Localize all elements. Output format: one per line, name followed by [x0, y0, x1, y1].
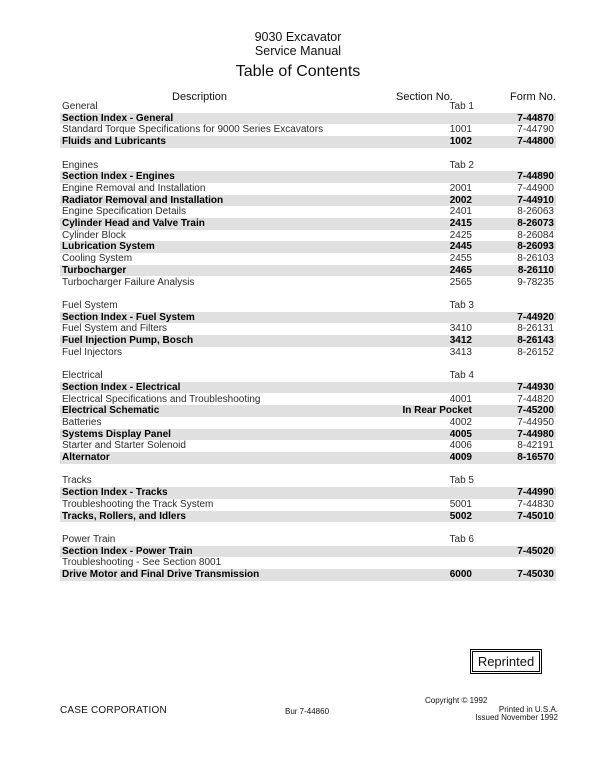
- toc-section-number: 3412: [449, 335, 472, 346]
- toc-entry: [60, 171, 556, 183]
- toc-section-number: 3413: [449, 346, 472, 358]
- toc-group-heading: [60, 370, 556, 382]
- toc-section-number: 4005: [449, 428, 472, 440]
- toc-entry: [60, 323, 556, 335]
- toc-form-number: 7-44790: [517, 124, 554, 136]
- toc-form-number: 8-26063: [517, 206, 554, 218]
- toc-form-number: 7-44830: [517, 498, 554, 510]
- toc-section-number: 4002: [449, 416, 472, 428]
- toc-section-number: 2001: [449, 182, 472, 194]
- toc-entry: [60, 335, 556, 347]
- toc-tab-label: Tab 6: [449, 533, 474, 545]
- toc-form-number: 7-45020: [517, 545, 554, 557]
- toc-form-number: 8-26143: [517, 335, 554, 346]
- toc-group-heading: [60, 101, 556, 113]
- toc-description: Drive Motor and Final Drive Transmission: [62, 569, 260, 580]
- column-header-description: Description: [172, 91, 228, 103]
- toc-entry: [60, 183, 556, 195]
- toc-section-number: In Rear Pocket: [402, 405, 472, 417]
- toc-section-number: 4006: [449, 440, 472, 452]
- toc-section-number: 2445: [449, 241, 472, 253]
- toc-form-number: 7-44910: [517, 194, 554, 206]
- toc-section-number: 4001: [449, 393, 472, 405]
- toc-section-number: 2455: [449, 253, 472, 265]
- toc-form-number: 7-44930: [517, 381, 554, 393]
- toc-tab-label: Tab 2: [449, 159, 474, 171]
- toc-section-number: 2002: [449, 194, 472, 206]
- toc-description: Section Index - Power Train: [62, 545, 193, 557]
- toc-form-number: 8-26093: [517, 241, 554, 253]
- toc-description: Fuel System and Filters: [62, 323, 168, 335]
- issue-date: Issued November 1992: [475, 713, 558, 722]
- toc-section-number: 2425: [449, 229, 472, 241]
- toc-spacer: [60, 288, 556, 300]
- toc-description: Systems Display Panel: [62, 428, 171, 440]
- toc-tab-label: Tab 3: [449, 299, 474, 311]
- toc-section-number: 1001: [449, 124, 472, 136]
- toc-form-number: 7-45200: [517, 405, 554, 417]
- toc-tab-label: Tab 4: [449, 370, 474, 382]
- toc-entry: [60, 417, 556, 429]
- page-title: Table of Contents: [235, 63, 361, 80]
- toc-entry: [60, 546, 556, 558]
- toc-form-number: 8-26110: [517, 264, 554, 276]
- toc-section-number: 2465: [449, 264, 472, 276]
- manual-subtitle: Service Manual: [254, 44, 342, 58]
- toc-entry: [60, 265, 556, 277]
- toc-spacer: [60, 148, 556, 160]
- toc-entry: [60, 195, 556, 207]
- toc-form-number: 7-44980: [517, 428, 554, 440]
- toc-description: General: [62, 101, 98, 112]
- toc-tab-label: Tab 1: [449, 101, 474, 112]
- toc-entry: [60, 569, 556, 581]
- toc-description: Section Index - General: [62, 112, 174, 124]
- toc-form-number: 7-44920: [517, 311, 554, 323]
- toc-entry: [60, 253, 556, 265]
- toc-section-number: 6000: [449, 569, 472, 580]
- toc-description: Cylinder Block: [62, 229, 126, 241]
- toc-description: Engine Specification Details: [62, 206, 186, 218]
- toc-description: Standard Torque Specifications for 9000 Series Excavators: [62, 124, 324, 136]
- toc-section-number: 2565: [449, 276, 472, 288]
- toc-entry: [60, 124, 556, 136]
- toc-entry: [60, 206, 556, 218]
- toc-entry: [60, 440, 556, 452]
- toc-form-number: 8-26073: [517, 218, 554, 229]
- toc-entry: [60, 394, 556, 406]
- toc-description: Turbocharger: [62, 264, 127, 276]
- toc-form-number: 8-16570: [517, 452, 554, 463]
- toc-entry: [60, 499, 556, 511]
- toc-form-number: 8-42191: [517, 440, 554, 452]
- toc-description: Tracks: [62, 475, 92, 487]
- toc-description: Power Train: [62, 533, 116, 545]
- toc-form-number: 7-44990: [517, 487, 554, 499]
- toc-description: Cylinder Head and Valve Train: [62, 218, 205, 229]
- toc-form-number: 9-78235: [517, 276, 554, 288]
- toc-form-number: 7-44820: [517, 393, 554, 405]
- toc-section-number: 2401: [449, 206, 472, 218]
- toc-description: Troubleshooting the Track System: [62, 498, 214, 510]
- toc-description: Tracks, Rollers, and Idlers: [62, 510, 186, 522]
- toc-entry: [60, 557, 556, 569]
- toc-description: Radiator Removal and Installation: [62, 194, 224, 206]
- toc-description: Engine Removal and Installation: [62, 182, 206, 194]
- toc-entry: [60, 511, 556, 523]
- toc-group-heading: [60, 534, 556, 546]
- printed-in-notice: Printed in U.S.A.: [498, 705, 558, 714]
- toc-group-heading: [60, 160, 556, 172]
- toc-form-number: 7-44890: [517, 171, 554, 183]
- bur-number: Bur 7-44860: [285, 707, 330, 716]
- toc-form-number: 7-44900: [517, 182, 554, 194]
- toc-entry: [60, 405, 556, 417]
- toc-entry: [60, 347, 556, 359]
- toc-entry: [60, 277, 556, 289]
- toc-entry: [60, 487, 556, 499]
- toc-form-number: 8-26131: [517, 323, 554, 335]
- toc-description: Troubleshooting - See Section 8001: [62, 557, 222, 569]
- toc-spacer: [60, 358, 556, 370]
- toc-description: Section Index - Electrical: [62, 381, 181, 393]
- toc-form-number: 8-26103: [517, 253, 554, 265]
- toc-description: Section Index - Engines: [62, 171, 175, 183]
- toc-entry: [60, 230, 556, 242]
- toc-description: Lubrication System: [62, 241, 155, 253]
- reprinted-stamp: Reprinted: [472, 651, 540, 672]
- toc-section-number: 2415: [449, 218, 472, 229]
- toc-entry: [60, 241, 556, 253]
- toc-spacer: [60, 464, 556, 476]
- toc-description: Electrical Schematic: [62, 405, 160, 417]
- toc-group-heading: [60, 475, 556, 487]
- toc-form-number: 7-45030: [517, 569, 554, 580]
- toc-description: Fluids and Lubricants: [62, 136, 166, 148]
- toc-description: Fuel System: [62, 299, 118, 311]
- copyright-notice: Copyright © 1992: [425, 696, 488, 705]
- manual-title: 9030 Excavator: [254, 30, 342, 44]
- toc-entry: [60, 113, 556, 125]
- toc-entry: [60, 218, 556, 230]
- toc-description: Electrical Specifications and Troubleshooting: [62, 393, 261, 405]
- toc-section-number: 3410: [449, 323, 472, 335]
- toc-description: Starter and Starter Solenoid: [62, 440, 186, 452]
- toc-section-number: 5001: [449, 498, 472, 510]
- toc-description: Electrical: [62, 370, 103, 382]
- toc-form-number: 8-26152: [517, 346, 554, 358]
- toc-form-number: 7-44950: [517, 416, 554, 428]
- toc-form-number: 7-44800: [517, 136, 554, 148]
- toc-form-number: 7-44870: [517, 112, 554, 124]
- toc-description: Turbocharger Failure Analysis: [62, 276, 195, 288]
- column-header-section-no: Section No.: [396, 91, 453, 103]
- toc-spacer: [60, 522, 556, 534]
- toc-entry: [60, 429, 556, 441]
- toc-entry: [60, 312, 556, 324]
- toc-description: Fuel Injectors: [62, 346, 123, 358]
- toc-section-number: 1002: [449, 136, 472, 148]
- toc-description: Section Index - Tracks: [62, 487, 168, 499]
- column-header-form-no: Form No.: [510, 91, 556, 103]
- company-name: CASE CORPORATION: [60, 705, 167, 716]
- toc-description: Batteries: [62, 416, 102, 428]
- toc-form-number: 7-45010: [517, 510, 554, 522]
- toc-entry: [60, 452, 556, 464]
- toc-tab-label: Tab 5: [449, 475, 474, 487]
- toc-form-number: 8-26084: [517, 229, 554, 241]
- toc-description: Cooling System: [62, 253, 133, 265]
- toc-description: Alternator: [62, 452, 110, 463]
- toc-entry: [60, 382, 556, 394]
- toc-entry: [60, 136, 556, 148]
- toc-group-heading: [60, 300, 556, 312]
- toc-description: Section Index - Fuel System: [62, 311, 195, 323]
- toc-section-number: 5002: [449, 510, 472, 522]
- toc-description: Fuel Injection Pump, Bosch: [62, 335, 194, 346]
- toc-section-number: 4009: [449, 452, 472, 463]
- toc-description: Engines: [62, 159, 99, 171]
